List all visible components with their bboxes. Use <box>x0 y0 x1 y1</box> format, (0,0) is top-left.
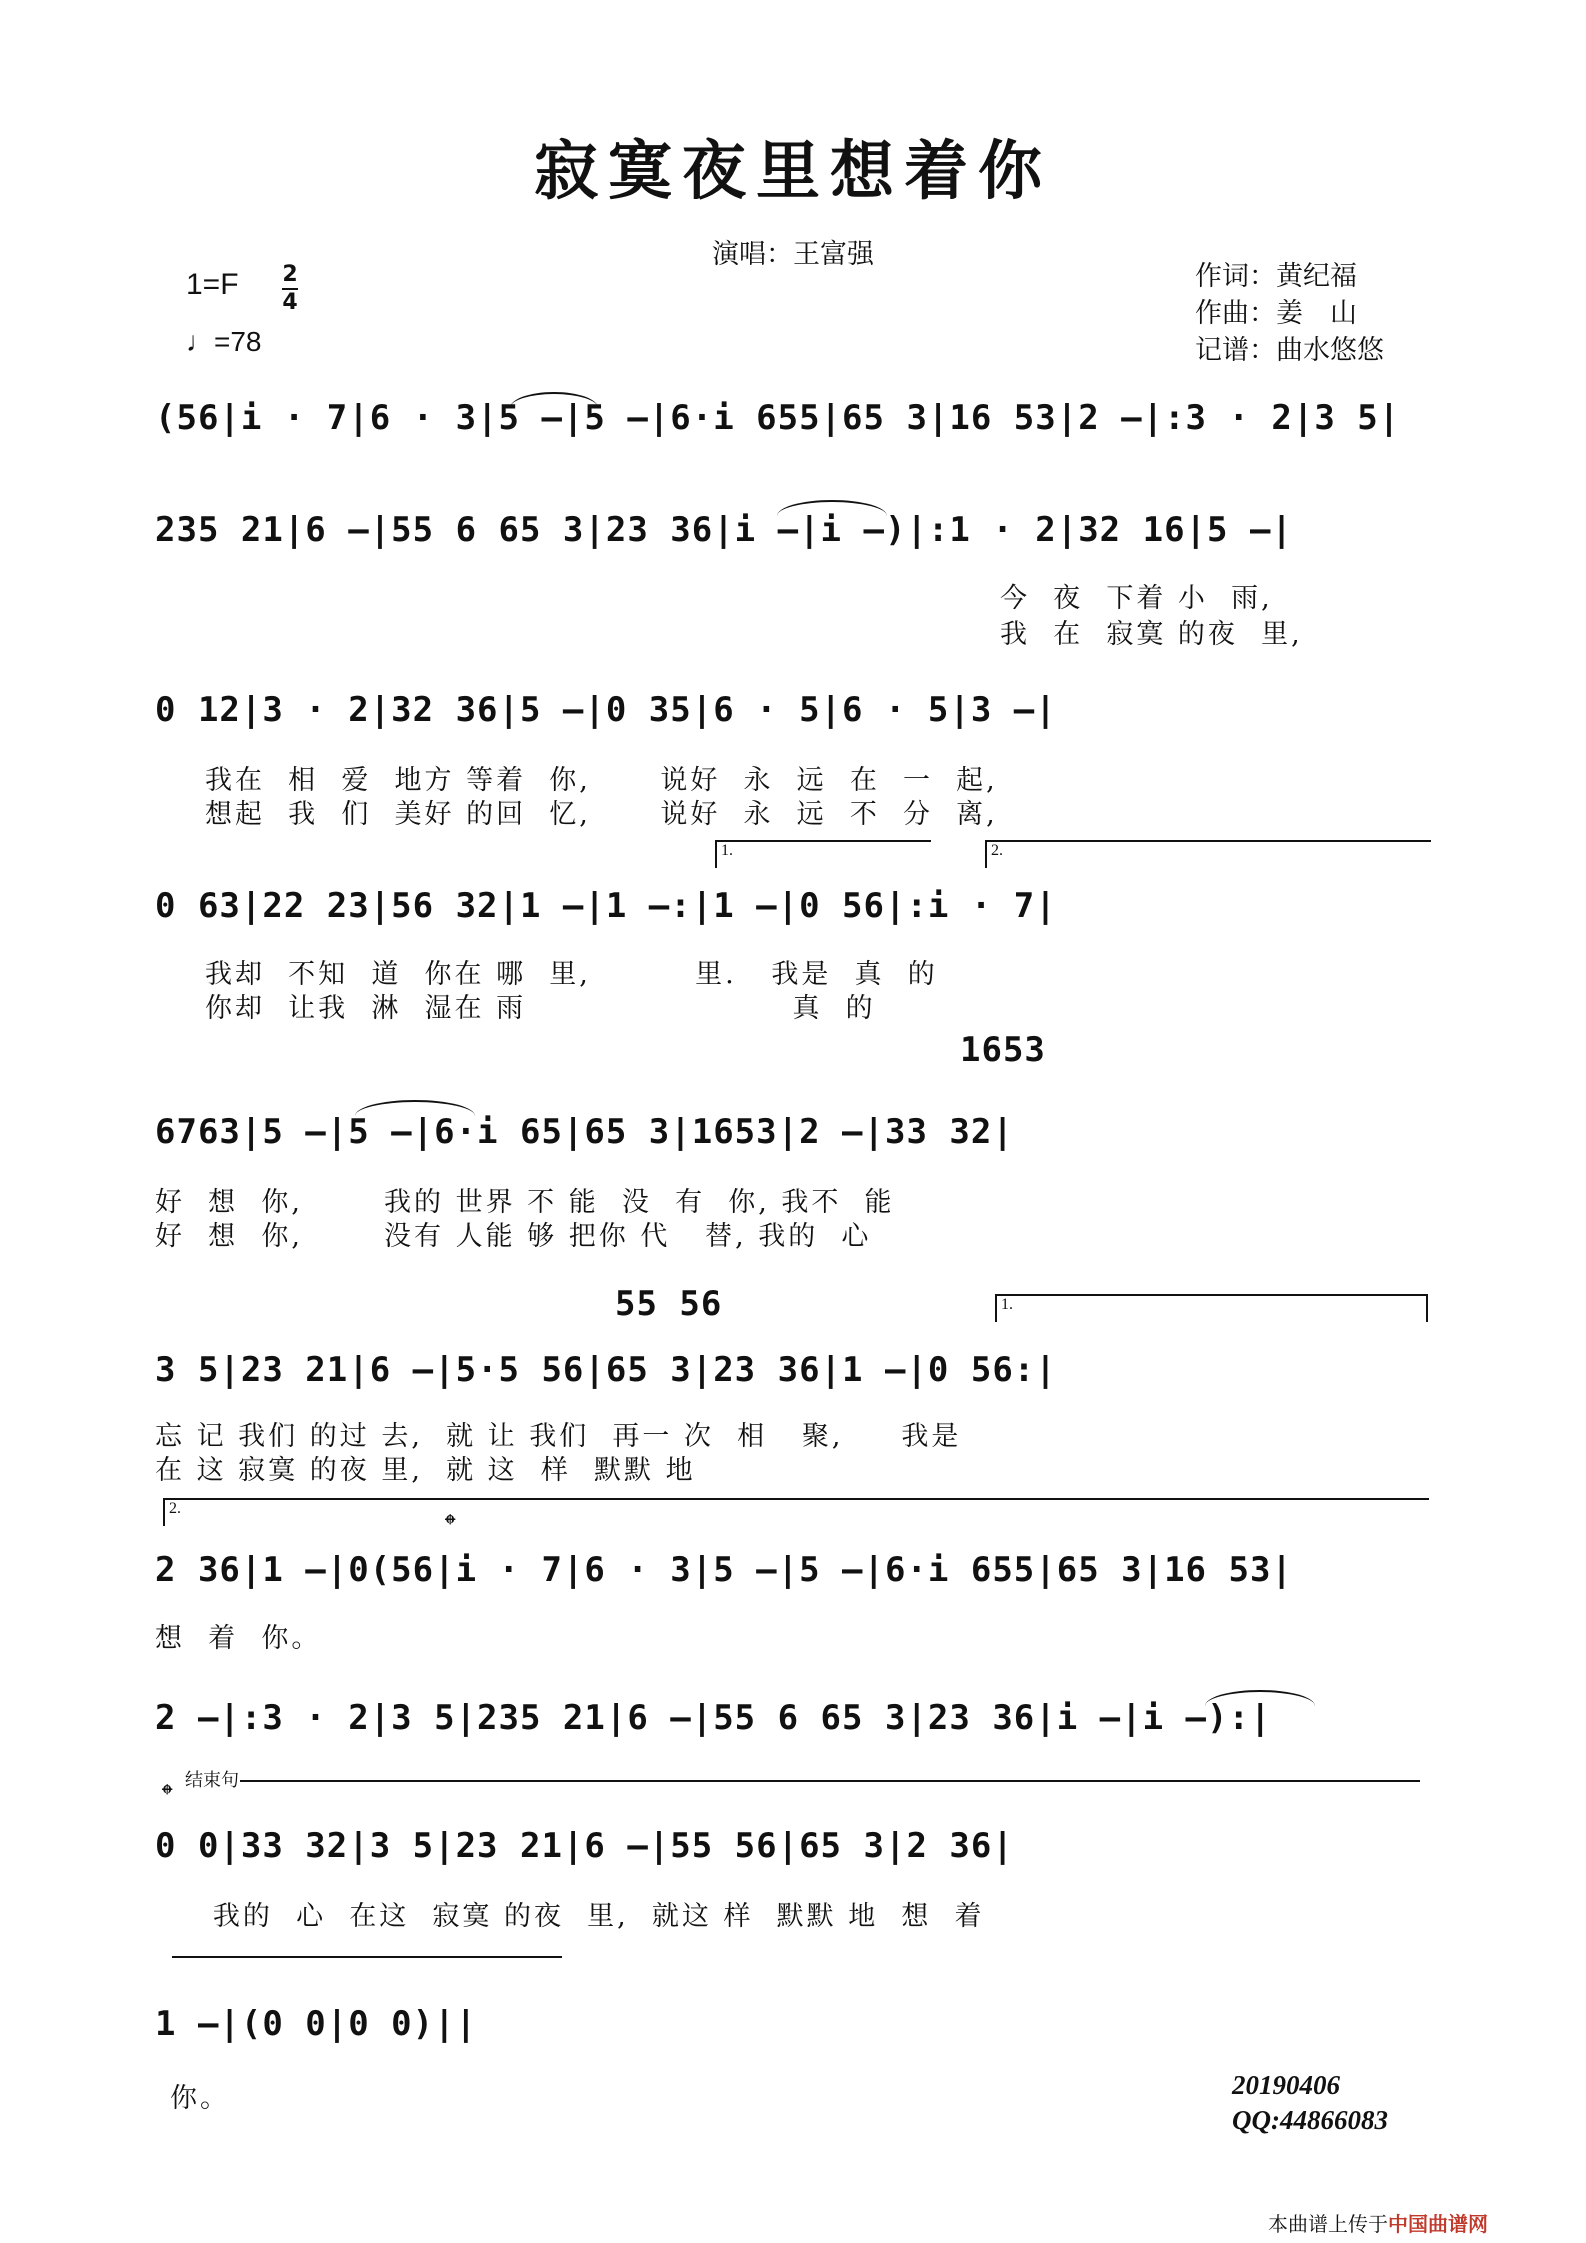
singer-credit: 演唱：王富强 <box>712 239 874 270</box>
notation-line: 2 –|:3 · 2|3 5|235 21|6 –|55 6 65 3|23 36|i –|i –):| <box>155 1698 1272 1738</box>
transcriber-credit: 记谱：曲水悠悠 <box>1195 335 1384 366</box>
time-signature <box>282 262 298 316</box>
song-title: 寂寞夜里想着你 <box>534 134 1052 209</box>
notation-line: 2 36|1 –|0(56|i · 7|6 · 3|5 –|5 –|6·i 655|65 3|16 53| <box>155 1550 1293 1590</box>
qq-text: QQ:44866083 <box>1232 2105 1388 2135</box>
coda-sign-icon: 𝄌 <box>162 1778 173 1813</box>
ending-bracket-line <box>172 1956 562 1958</box>
lyric-verse-1: 我在 相 爱 地方 等着 你, 说好 永 远 在 一 起, <box>205 765 998 796</box>
lyric-verse-2: 你却 让我 淋 湿在 雨 真 的 <box>205 993 876 1024</box>
tempo-marking: ♩=78 <box>186 326 262 357</box>
coda-sign-icon: 𝄌 <box>445 1508 456 1543</box>
score-row-4 <box>155 840 1430 1024</box>
notation-line: 1 –|(0 0|0 0)|| <box>155 2004 478 2044</box>
score-row-2 <box>155 506 1430 650</box>
key-signature: 1=F <box>186 268 239 301</box>
composer-credit: 作曲：姜 山 <box>1195 298 1357 329</box>
volta-bracket-4: 2. <box>163 1498 1429 1526</box>
lyric-verse-2: 我 在 寂寞 的夜 里, <box>1000 619 1303 650</box>
volta-bracket-2: 2. <box>985 840 1431 868</box>
volta-bracket-3: 1. <box>995 1294 1428 1322</box>
credits-block <box>1195 258 1384 369</box>
site-watermark <box>1268 2208 1488 2237</box>
notation-line: 6763|5 –|5 –|6·i 65|65 3|1653|2 –|33 32| <box>155 1112 1014 1152</box>
lyric-verse-1: 你。 <box>170 2083 230 2114</box>
notation-line: 0 12|3 · 2|32 36|5 –|0 35|6 · 5|6 · 5|3 –| <box>155 690 1057 730</box>
lyric-verse-2: 在 这 寂寞 的夜 里, 就 这 样 默默 地 <box>155 1455 696 1486</box>
notation-line: 0 0|33 32|3 5|23 21|6 –|55 56|65 3|2 36| <box>155 1826 1014 1866</box>
tie-mark <box>1205 1690 1315 1706</box>
score-row-7 <box>155 1498 1430 1654</box>
alt-notation-upper: 55 56 <box>615 1284 723 1324</box>
score-row-3 <box>155 686 1430 830</box>
lyric-verse-1: 我却 不知 道 你在 哪 里, 里. 我是 真 的 <box>205 959 938 990</box>
lyric-verse-1: 忘 记 我们 的过 去, 就 让 我们 再一 次 相 聚, 我是 <box>155 1421 962 1452</box>
meter-top: 2 <box>282 262 298 287</box>
lyric-verse-2: 想起 我 们 美好 的回 忆, 说好 永 远 不 分 离, <box>205 799 998 830</box>
score-row-5 <box>155 1022 1430 1252</box>
tie-mark <box>355 1100 475 1116</box>
tie-mark <box>510 392 598 408</box>
volta-bracket-1: 1. <box>715 840 931 868</box>
lyricist-credit: 作词：黄纪福 <box>1195 261 1357 292</box>
date-text: 20190406 <box>1232 2070 1340 2100</box>
lyric-verse-1: 我的 心 在这 寂寞 的夜 里, 就这 样 默默 地 想 着 <box>155 1901 985 1932</box>
score-row-6 <box>155 1250 1430 1490</box>
tie-mark <box>777 500 887 516</box>
date-signature <box>1232 2068 1388 2138</box>
notation-line: (56|i · 7|6 · 3|5 –|5 –|6·i 655|65 3|16 53|2 –|:3 · 2|3 5| <box>155 398 1401 438</box>
score-row-8 <box>155 1694 1430 1754</box>
watermark-brand: 中国曲谱网 <box>1388 2212 1488 2236</box>
notation-line: 235 21|6 –|55 6 65 3|23 36|i –|i –)|:1 · 2|32 16|5 –| <box>155 510 1293 550</box>
lyric-verse-2: 好 想 你, 没有 人能 够 把你 代 替, 我的 心 <box>155 1221 872 1252</box>
lyric-verse-1: 好 想 你, 我的 世界 不 能 没 有 你, 我不 能 <box>155 1187 895 1218</box>
lyric-verse-1: 今 夜 下着 小 雨, <box>1000 583 1273 614</box>
alt-notation-upper: 1653 <box>960 1030 1046 1070</box>
ending-bracket <box>240 1780 1420 1782</box>
score-row-1 <box>155 392 1430 452</box>
score-row-9 <box>155 1822 1430 1942</box>
lyric-verse-1: 想 着 你。 <box>155 1623 322 1654</box>
notation-line: 3 5|23 21|6 –|5·5 56|65 3|23 36|1 –|0 56:| <box>155 1350 1057 1390</box>
meter-bottom: 4 <box>282 290 298 315</box>
notation-line: 0 63|22 23|56 32|1 –|1 –:|1 –|0 56|:i · 7| <box>155 886 1057 926</box>
ending-label: 结束句 <box>185 1770 239 1791</box>
watermark-prefix: 本曲谱上传于 <box>1268 2212 1388 2236</box>
